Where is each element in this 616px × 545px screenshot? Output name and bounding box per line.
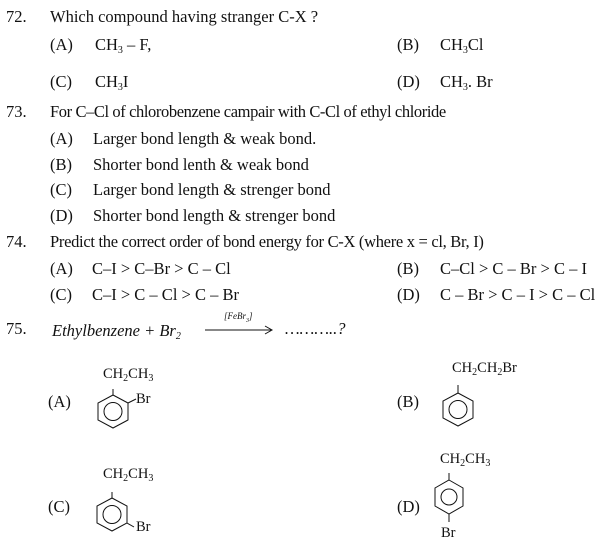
option-label: (B): [397, 392, 419, 411]
reaction-catalyst: [FeBr$_3$]: [224, 311, 253, 324]
question-text: Which compound having stranger C-X ?: [50, 7, 319, 26]
option-text: C – Br > C – I > C – Cl: [440, 285, 596, 304]
option-label: (D): [397, 285, 420, 304]
question-number: 73.: [6, 102, 27, 121]
substituent-br: Br: [136, 391, 151, 407]
substituent-br: Br: [441, 525, 456, 541]
question-number: 74.: [6, 232, 27, 251]
option-label: (D): [397, 497, 420, 516]
reaction-reactants: Ethylbenzene + $Br_2$: [52, 321, 181, 342]
question-text: For C–Cl of chlorobenzene campair with C-Cl of ethyl chloride: [50, 102, 446, 121]
option-label: (C): [50, 72, 72, 91]
option-label: (D): [50, 206, 73, 225]
option-text: $CH_3$ – F,: [95, 35, 152, 56]
reaction-arrow-icon: [205, 325, 275, 335]
question-number: 75.: [6, 319, 27, 338]
option-label: (B): [50, 155, 72, 174]
option-label: (C): [48, 497, 70, 516]
option-text: $CH_3$. Br: [440, 72, 493, 93]
option-text: $CH_3Cl$: [440, 35, 484, 56]
option-label: (B): [397, 35, 419, 54]
substituent-ethyl: $CH_2CH_3$: [440, 451, 491, 469]
option-text: Larger bond length & weak bond.: [93, 129, 317, 148]
option-label: (A): [48, 392, 71, 411]
option-label: (A): [50, 259, 73, 278]
substituent-ethyl: $CH_2CH_3$: [103, 466, 154, 484]
benzene-ring-icon: [429, 470, 479, 530]
option-label: (A): [50, 129, 73, 148]
reaction-product: ………..?: [285, 319, 346, 338]
option-text: Shorter bond length & strenger bond: [93, 206, 336, 225]
substituent-ethyl: $CH_2CH_3$: [103, 366, 154, 384]
benzene-ring-icon: [92, 488, 142, 538]
question-number: 72.: [6, 7, 27, 26]
substituent-bromoethyl: $CH_2CH_2Br$: [452, 360, 517, 378]
option-text: C–Cl > C – Br > C – I: [440, 259, 587, 278]
option-text: C–I > C–Br > C – Cl: [92, 259, 231, 278]
option-label: (B): [397, 259, 419, 278]
option-text: C–I > C – Cl > C – Br: [92, 285, 239, 304]
option-label: (C): [50, 180, 72, 199]
option-text: Larger bond length & strenger bond: [93, 180, 331, 199]
option-label: (D): [397, 72, 420, 91]
option-label: (A): [50, 35, 73, 54]
substituent-br: Br: [136, 519, 151, 535]
option-text: Shorter bond lenth & weak bond: [93, 155, 309, 174]
benzene-ring-icon: [438, 383, 488, 433]
option-text: $CH_3I$: [95, 72, 129, 93]
question-text: Predict the correct order of bond energy for C-X (where x = cl, Br, I): [50, 232, 484, 251]
option-label: (C): [50, 285, 72, 304]
